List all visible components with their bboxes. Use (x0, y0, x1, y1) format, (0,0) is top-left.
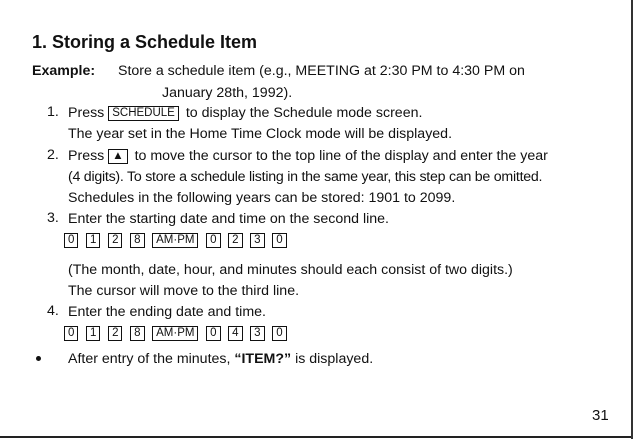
step-1-pre: Press (68, 105, 105, 121)
example-line-2: January 28th, 1992). (162, 85, 293, 101)
step-2-text (68, 147, 548, 165)
key-am-pm: AM·PM (152, 233, 198, 248)
step-1-post: to display the Schedule mode screen. (185, 105, 423, 121)
example-line-1: Store a schedule item (e.g., MEETING at 2:30 PM to 4:30 PM on (118, 63, 525, 79)
key-am-pm: AM·PM (152, 326, 198, 341)
key-4: 4 (228, 326, 242, 341)
step-2-pre: Press (68, 148, 105, 164)
step-2-number: 2. (47, 147, 59, 163)
step-3-line-2: (The month, date, hour, and minutes should each consist of two digits.) (68, 262, 513, 278)
step-2-line-2: (4 digits). To store a schedule listing in the same year, this step can be omitted. (68, 169, 543, 185)
step-2-post: to move the cursor to the top line of the display and enter the year (134, 148, 548, 164)
section-title: 1. Storing a Schedule Item (32, 32, 258, 52)
key-8: 8 (130, 326, 144, 341)
step-3-key-sequence (64, 232, 291, 248)
key-0: 0 (206, 326, 220, 341)
key-2: 2 (228, 233, 242, 248)
key-0: 0 (64, 233, 78, 248)
key-0: 0 (272, 326, 286, 341)
item-prompt: “ITEM?” (234, 351, 292, 367)
key-0: 0 (206, 233, 220, 248)
up-arrow-key-icon: ▲ (108, 149, 127, 164)
step-4-number: 4. (47, 303, 59, 319)
step-1-line-2: The year set in the Home Time Clock mode will be displayed. (68, 126, 453, 142)
step-4-text: Enter the ending date and time. (68, 304, 266, 320)
step-1-number: 1. (47, 104, 59, 120)
step-1-text (68, 104, 422, 122)
key-2: 2 (108, 233, 122, 248)
step-3-line-3: The cursor will move to the third line. (68, 283, 300, 299)
bullet-post: is displayed. (291, 351, 374, 367)
bullet-text (68, 350, 373, 368)
key-3: 3 (250, 326, 264, 341)
key-2: 2 (108, 326, 122, 341)
key-1: 1 (86, 233, 100, 248)
step-2-line-3: Schedules in the following years can be stored: 1901 to 2099. (68, 190, 456, 206)
schedule-key: SCHEDULE (108, 106, 179, 121)
key-3: 3 (250, 233, 264, 248)
key-8: 8 (130, 233, 144, 248)
step-3-number: 3. (47, 210, 59, 226)
key-1: 1 (86, 326, 100, 341)
page-number: 31 (592, 407, 609, 424)
key-0: 0 (64, 326, 78, 341)
step-3-text: Enter the starting date and time on the second line. (68, 211, 389, 227)
bullet-pre: After entry of the minutes, (68, 351, 235, 367)
bottom-border (0, 436, 633, 438)
step-4-key-sequence (64, 325, 291, 341)
key-0: 0 (272, 233, 286, 248)
example-label: Example: (32, 63, 96, 79)
bullet-icon (36, 356, 41, 361)
